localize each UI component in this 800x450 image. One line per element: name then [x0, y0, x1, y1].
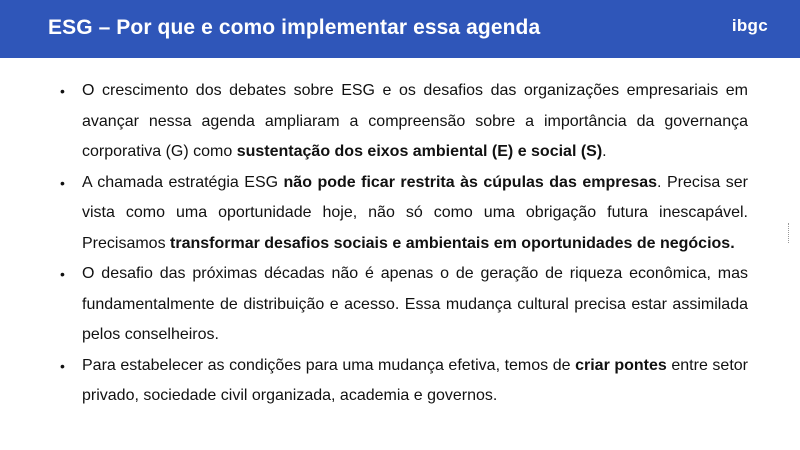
- bullet-text: .: [602, 143, 607, 160]
- bullet-bold-text: transformar desafios sociais e ambientais em oportunidades de negócios.: [170, 234, 735, 252]
- slide-title: ESG – Por que e como implementar essa agenda: [48, 16, 541, 39]
- bullet-text: O crescimento dos debates sobre ESG e os desafios das organizações empresariais em avançar nessa agenda ampliaram a compreensão sobre a importância da governança corporativa (G) como: [82, 82, 748, 160]
- bullet-text: . Precisa ser vista como uma oportunidade hoje, não só como uma obrigação futura inescapável. Precisamos: [82, 173, 748, 252]
- bullet-text: Para estabelecer as condições para uma mudança efetiva, temos de: [82, 356, 576, 374]
- bullet-item-1: [58, 76, 748, 168]
- slide-header: [0, 0, 800, 58]
- bullet-item-2: [58, 168, 748, 260]
- bullet-bold-text: não pode ficar restrita às cúpulas das empresas: [283, 173, 658, 191]
- bullet-dot-icon: •: [60, 357, 65, 374]
- bullet-text: entre setor privado, sociedade civil organizada, academia e governos.: [82, 356, 748, 404]
- bullet-item-4: [58, 351, 748, 412]
- ibgc-logo: ibgc: [731, 16, 768, 35]
- bullet-dot-icon: •: [60, 83, 65, 99]
- bullet-item-3: [58, 259, 748, 351]
- bullet-dot-icon: •: [60, 174, 65, 191]
- bullet-dot-icon: •: [60, 266, 65, 282]
- bullet-text: A chamada estratégia ESG: [82, 173, 284, 191]
- bullet-list: [58, 76, 748, 412]
- bullet-bold-text: criar pontes: [575, 356, 667, 374]
- bullet-text: O desafio das próximas décadas não é apenas o de geração de riqueza econômica, mas fundamentalmente de distribuição e acesso. Essa mudança cultural precisa estar assimilada pelos conselheiros.: [82, 265, 748, 343]
- text-cursor: [788, 223, 789, 243]
- bullet-bold-text: sustentação dos eixos ambiental (E) e social (S): [236, 143, 603, 160]
